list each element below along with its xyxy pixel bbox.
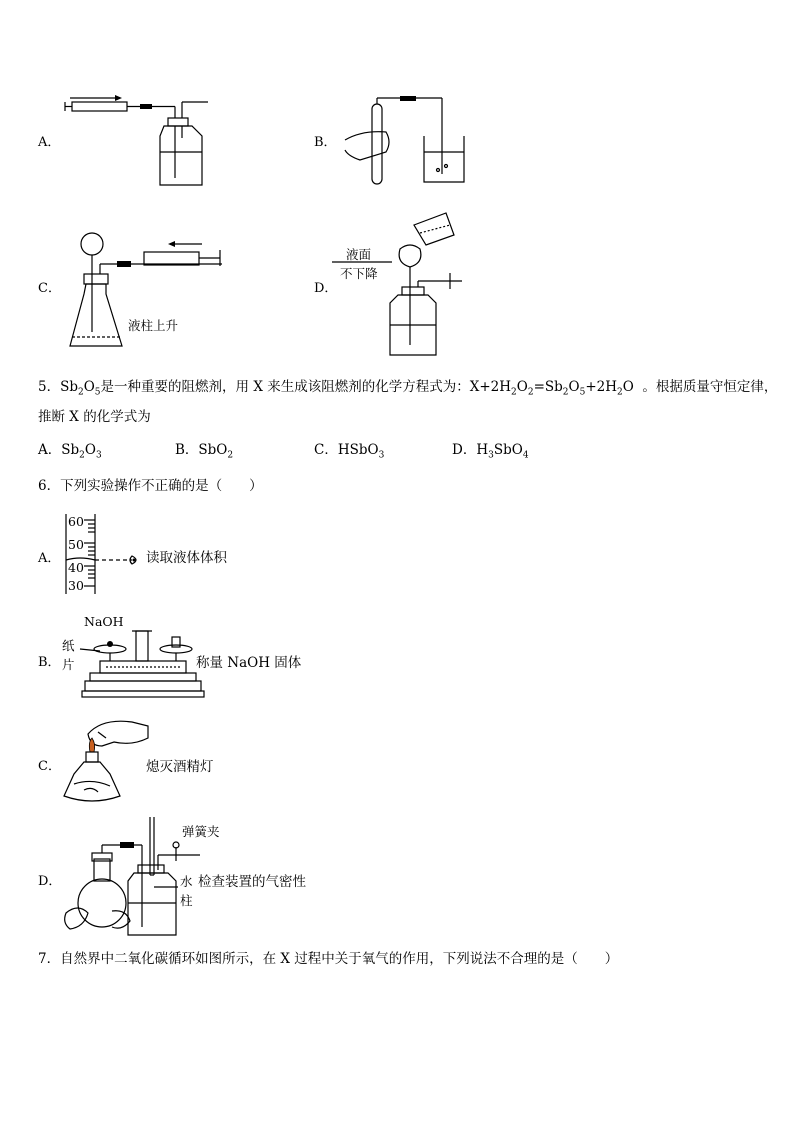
q6-option-d-label-water-1: 水 xyxy=(180,874,193,889)
q6-option-a-letter: A． xyxy=(38,551,61,566)
q4-option-d-annotation-2: 不下降 xyxy=(340,266,378,281)
q6-option-d-caption: 检查装置的气密性 xyxy=(198,874,306,890)
q4-option-c-letter: C． xyxy=(38,281,61,296)
q6-option-a-tick-60: 60 xyxy=(68,514,84,529)
q4-option-d-letter: D． xyxy=(314,281,338,296)
q6-option-b-figure xyxy=(80,625,200,705)
q6-option-a-caption: 读取液体体积 xyxy=(146,550,227,566)
q6-option-b-letter: B． xyxy=(38,655,61,670)
q6-option-a-tick-30: 30 xyxy=(68,578,84,593)
q4-option-b-figure xyxy=(340,90,480,190)
q5-option-d[interactable]: D．$H_3SbO_4$ xyxy=(452,442,529,461)
q6-option-b-caption: 称量 NaOH 固体 xyxy=(196,655,302,671)
q6-stem: 6．下列实验操作不正确的是（ ） xyxy=(38,478,263,494)
q7-stem: 7．自然界中二氧化碳循环如图所示，在 X 过程中关于氧气的作用，下列说法不合理的是（ ） xyxy=(38,951,619,967)
q4-option-a-figure xyxy=(60,90,220,190)
q6-option-a-tick-50: 50 xyxy=(68,537,84,552)
q6-option-b-label-paper-1: 纸 xyxy=(62,638,75,653)
q6-option-d-letter: D． xyxy=(38,874,62,889)
q4-option-d-pointer xyxy=(322,240,402,280)
q4-option-c-figure xyxy=(62,222,232,357)
q6-option-d-label-clip: 弹簧夹 xyxy=(182,824,220,839)
q4-option-d-annotation-1: 液面 xyxy=(346,247,372,262)
q4-option-c-annotation: 液柱上升 xyxy=(128,318,179,333)
q6-option-a-tick-40: 40 xyxy=(68,560,84,575)
q6-option-d-figure xyxy=(60,815,220,940)
q5-option-a[interactable]: A．$Sb_2O_3$ xyxy=(38,442,102,461)
q6-option-b-label-paper-2: 片 xyxy=(62,657,75,672)
q6-option-d-label-water-2: 柱 xyxy=(180,893,193,908)
q5-stem-line2: 推断 X 的化学式为 xyxy=(38,409,151,425)
q6-option-b-label-naoh: NaOH xyxy=(84,614,124,629)
q4-option-a-letter: A． xyxy=(38,135,61,150)
q4-option-b-letter: B． xyxy=(314,135,337,150)
q6-option-c-letter: C． xyxy=(38,759,61,774)
q5-stem-line1: 5．$Sb_2O_5$是一种重要的阻燃剂，用 X 来生成该阻燃剂的化学方程式为：$X+2H_2O_2=Sb_2O_5+2H_2O$ 。根据质量守恒定律， xyxy=(38,379,778,398)
q5-option-b[interactable]: B．SbO$_2$ xyxy=(175,442,234,461)
q5-option-c[interactable]: C．HSbO$_3$ xyxy=(314,442,385,461)
q4-option-d-figure xyxy=(380,205,480,360)
q6-option-c-caption: 熄灭酒精灯 xyxy=(146,759,214,775)
